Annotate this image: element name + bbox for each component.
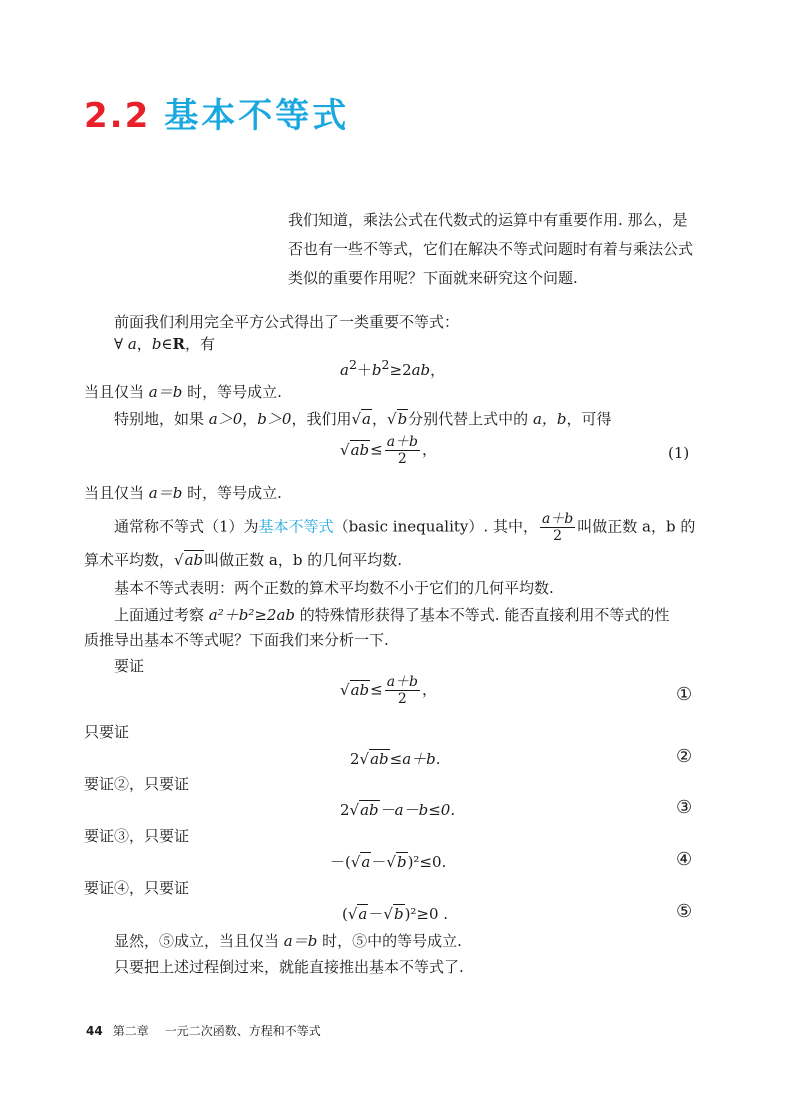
eqE-post: )²≥0 . bbox=[404, 905, 449, 923]
eqB-radicand: ab bbox=[370, 750, 389, 768]
paragraph-7: 基本不等式表明：两个正数的算术平均数不小于它们的几何平均数. bbox=[114, 579, 554, 597]
f1-a: a bbox=[340, 361, 349, 379]
p6-pre: 通常称不等式（1）为 bbox=[114, 517, 259, 536]
section-heading bbox=[84, 88, 349, 137]
section-number: 2.2 bbox=[84, 96, 151, 136]
eq1-numerator: a＋b bbox=[386, 434, 418, 450]
intro-paragraph: 我们知道，乘法公式在代数式的运算中有重要作用. 那么，是否也有一些不等式，它们在解决不等式问题时有着与乘法公式类似的重要作用呢？下面就来研究这个问题. bbox=[288, 211, 694, 287]
f1-sup-2: 2 bbox=[381, 357, 390, 372]
p3-post: 时，等号成立. bbox=[182, 383, 282, 401]
p6-numerator: a＋b bbox=[541, 511, 574, 527]
forall-symbol: ∀ bbox=[114, 335, 124, 353]
paragraph-6b bbox=[84, 549, 402, 571]
comma: ， bbox=[136, 335, 152, 353]
var-b: b bbox=[151, 335, 162, 353]
p6-english: （basic inequality）. 其中， bbox=[333, 517, 538, 536]
sqrt-ab-inline: √ab bbox=[174, 551, 204, 569]
var-a: a bbox=[127, 335, 137, 353]
p8a-expr: a²＋b²≥2ab bbox=[208, 606, 296, 624]
eqA-radicand: ab bbox=[350, 680, 370, 699]
sqrt-b: √b bbox=[387, 410, 408, 428]
p6-post: 叫做正数 a，b 的 bbox=[577, 517, 696, 536]
paragraph-5 bbox=[84, 482, 282, 504]
paragraph-1: 前面我们利用完全平方公式得出了一类重要不等式： bbox=[114, 313, 460, 331]
p14-pre: 显然，⑤成立，当且仅当 bbox=[114, 932, 284, 950]
eqC-radicand: ab bbox=[360, 801, 379, 819]
equation-label-circle-1: ① bbox=[676, 684, 693, 705]
eqD-radicand-b: b bbox=[396, 853, 407, 871]
p4-mid2: ，我们用 bbox=[291, 410, 352, 428]
sqrt-a-d: √a bbox=[350, 853, 371, 871]
f1-two: 2 bbox=[402, 361, 412, 379]
eqC-post: －a－b≤0. bbox=[379, 801, 456, 819]
paragraph-8a bbox=[114, 604, 669, 626]
fraction-arith-mean bbox=[540, 511, 575, 544]
f1-plus: ＋ bbox=[356, 361, 372, 379]
sqrt-ab-b: √ab bbox=[359, 750, 389, 768]
p4-cond-b: b＞0 bbox=[257, 410, 292, 428]
equation-label-circle-3: ③ bbox=[676, 797, 693, 818]
eqC-pre: 2 bbox=[340, 801, 350, 819]
f1-end: ， bbox=[430, 361, 446, 379]
equation-1 bbox=[340, 434, 437, 467]
p3-eq: a＝b bbox=[148, 383, 183, 401]
chapter-label: 第二章 bbox=[112, 1024, 149, 1038]
eqE-radicand-a: a bbox=[358, 905, 368, 923]
sqrt-ab-c: √ab bbox=[349, 801, 379, 819]
term-basic-inequality: 基本不等式 bbox=[258, 517, 334, 536]
eqE-radicand-b: b bbox=[393, 905, 404, 923]
eqB-post: ≤a＋b. bbox=[389, 750, 441, 768]
formula-square-inequality bbox=[340, 357, 445, 380]
p5-post: 时，等号成立. bbox=[182, 484, 282, 502]
equation-circle-1 bbox=[340, 674, 437, 707]
sqrt-ab: √ab bbox=[340, 440, 370, 459]
sqrt-ab-a: √ab bbox=[340, 680, 370, 699]
eq1-radicand: ab bbox=[350, 440, 370, 459]
eqE-pre: ( bbox=[342, 905, 348, 923]
paragraph-15: 只要把上述过程倒过来，就能直接推出基本不等式了. bbox=[114, 958, 464, 976]
equation-label-circle-4: ④ bbox=[676, 849, 693, 870]
equation-label-circle-2: ② bbox=[676, 746, 693, 767]
sqrt-a-radicand: a bbox=[362, 410, 371, 428]
sqrt-b-radicand: b bbox=[397, 410, 408, 428]
eqB-pre: 2 bbox=[350, 750, 360, 768]
eqD-pre: －( bbox=[330, 853, 351, 871]
eqA-leq: ≤ bbox=[370, 680, 383, 699]
p6b-post: 叫做正数 a，b 的几何平均数. bbox=[204, 551, 402, 569]
paragraph-4 bbox=[114, 408, 612, 430]
eqD-radicand-a: a bbox=[361, 853, 371, 871]
p4-pre: 特别地，如果 bbox=[114, 410, 209, 428]
p4-vars: a，b bbox=[532, 410, 567, 428]
p8a-post: 的特殊情形获得了基本不等式. 能否直接利用不等式的性 bbox=[295, 606, 670, 624]
eqD-minus: － bbox=[371, 853, 387, 871]
p6-denominator: 2 bbox=[553, 528, 563, 544]
sqrt-a: √a bbox=[351, 410, 371, 428]
paragraph-11: 要证②，只要证 bbox=[84, 775, 190, 793]
p6b-pre: 算术平均数， bbox=[84, 551, 175, 569]
p3-pre: 当且仅当 bbox=[84, 383, 149, 401]
p14-eq: a＝b bbox=[283, 932, 318, 950]
p5-pre: 当且仅当 bbox=[84, 484, 149, 502]
f1-geq: ≥ bbox=[389, 361, 403, 379]
eqA-numerator: a＋b bbox=[386, 674, 418, 690]
element-of: ∈ bbox=[161, 335, 173, 353]
p8a-pre: 上面通过考察 bbox=[114, 606, 209, 624]
p4-mid1: ， bbox=[242, 410, 258, 428]
f1-ab: ab bbox=[411, 361, 431, 379]
p4-mid3: 分别代替上式中的 bbox=[408, 410, 533, 428]
p4-cond-a: a＞0 bbox=[208, 410, 243, 428]
text-tail: ，有 bbox=[185, 335, 216, 353]
paragraph-13: 要证④，只要证 bbox=[84, 879, 190, 897]
fraction-mean bbox=[385, 434, 420, 467]
p4-post: ，可得 bbox=[566, 410, 612, 428]
sqrt-b-d: √b bbox=[386, 853, 407, 871]
f1-b: b bbox=[371, 361, 382, 379]
equation-label-circle-5: ⑤ bbox=[676, 901, 693, 922]
f1-sup-1: 2 bbox=[348, 357, 357, 372]
sqrt-a-e: √a bbox=[347, 905, 368, 923]
p6b-radicand: ab bbox=[184, 551, 204, 569]
chapter-title: 一元二次函数、方程和不等式 bbox=[164, 1024, 321, 1038]
equation-circle-5 bbox=[342, 903, 448, 924]
eqA-end: ， bbox=[422, 680, 438, 699]
sqrt-b-e: √b bbox=[383, 905, 404, 923]
equation-circle-2 bbox=[350, 748, 441, 769]
section-title: 基本不等式 bbox=[164, 96, 350, 136]
paragraph-3 bbox=[84, 381, 282, 403]
paragraph-9: 要证 bbox=[114, 657, 145, 675]
page-footer bbox=[86, 1022, 321, 1039]
paragraph-10: 只要证 bbox=[84, 723, 130, 741]
equation-label-1: (1) bbox=[668, 444, 690, 462]
p5-eq: a＝b bbox=[148, 484, 183, 502]
eq1-leq: ≤ bbox=[370, 440, 383, 459]
eq1-denominator: 2 bbox=[397, 451, 407, 467]
eq1-end: ， bbox=[422, 440, 438, 459]
paragraph-2 bbox=[114, 333, 215, 355]
eqE-minus: － bbox=[368, 905, 384, 923]
p14-post: 时，⑤中的等号成立. bbox=[317, 932, 462, 950]
eqD-post: )²≤0. bbox=[407, 853, 447, 871]
eqA-denominator: 2 bbox=[397, 691, 407, 707]
fraction-mean-a bbox=[385, 674, 420, 707]
paragraph-14 bbox=[114, 930, 462, 952]
equation-circle-3 bbox=[340, 799, 455, 820]
paragraph-6 bbox=[114, 511, 695, 544]
equation-circle-4 bbox=[330, 851, 446, 872]
reals-symbol: R bbox=[172, 335, 185, 353]
page-number: 44 bbox=[86, 1024, 103, 1038]
paragraph-8b: 质推导出基本不等式呢？下面我们来分析一下. bbox=[84, 631, 389, 649]
paragraph-12: 要证③，只要证 bbox=[84, 827, 190, 845]
p4-sep: ， bbox=[371, 410, 387, 428]
